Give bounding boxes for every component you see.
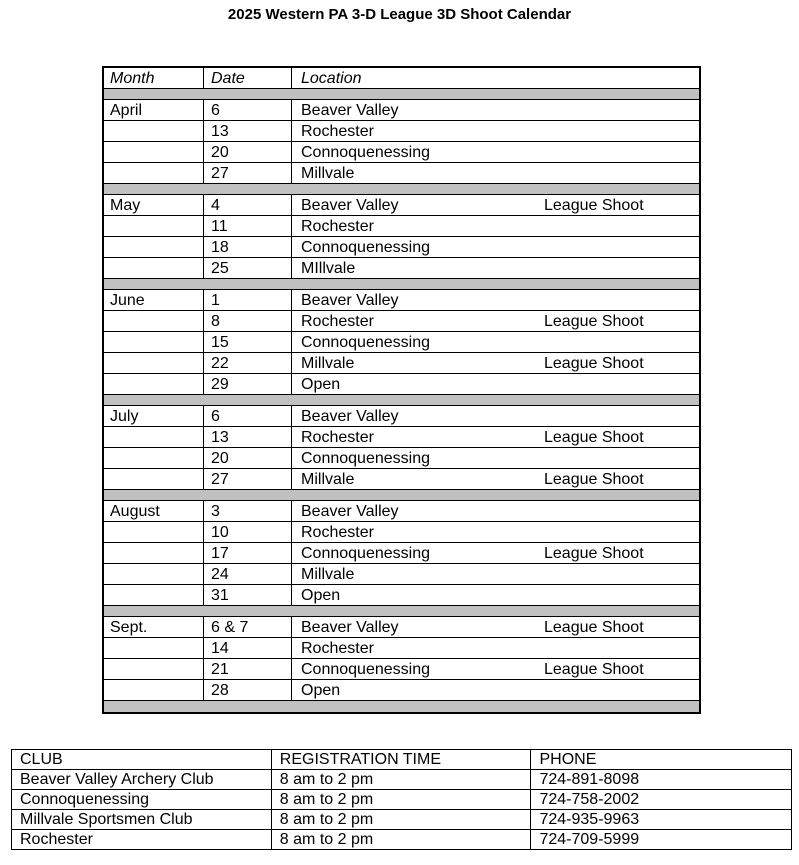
location-cell: Beaver Valley: [301, 292, 399, 309]
league-shoot-note: League Shoot: [544, 619, 644, 636]
calendar-row: [104, 142, 699, 163]
club-name-cell: Beaver Valley Archery Club: [12, 770, 272, 790]
month-separator: [104, 184, 699, 195]
club-row: [12, 830, 792, 850]
month-cell: [104, 585, 204, 605]
club-row: [12, 770, 792, 790]
header-date: Date: [204, 68, 292, 88]
month-cell: July: [104, 406, 204, 426]
date-cell: 6 & 7: [204, 617, 292, 637]
month-cell: [104, 216, 204, 236]
month-separator: [104, 89, 699, 100]
phone-cell: 724-935-9963: [531, 810, 792, 830]
league-shoot-note: League Shoot: [544, 429, 644, 446]
header-registration-time: REGISTRATION TIME: [271, 750, 531, 770]
date-cell: 11: [204, 216, 292, 236]
calendar-row: [104, 195, 699, 216]
month-cell: [104, 659, 204, 679]
date-cell: 13: [204, 121, 292, 141]
location-cell: Rochester: [301, 313, 374, 330]
calendar-row: [104, 290, 699, 311]
month-separator: [104, 279, 699, 290]
phone-cell: 724-891-8098: [531, 770, 792, 790]
date-cell: 21: [204, 659, 292, 679]
location-cell: Rochester: [301, 429, 374, 446]
calendar-row: [104, 680, 699, 701]
location-cell: Connoquenessing: [301, 144, 430, 161]
location-cell: Millvale: [301, 165, 355, 182]
location-cell: Rochester: [301, 123, 374, 140]
league-shoot-note: League Shoot: [544, 545, 644, 562]
league-shoot-note: League Shoot: [544, 355, 644, 372]
date-cell: 1: [204, 290, 292, 310]
date-cell: 28: [204, 680, 292, 700]
month-cell: April: [104, 100, 204, 120]
location-cell: Open: [301, 682, 341, 699]
calendar-row: [104, 353, 699, 374]
month-cell: [104, 121, 204, 141]
date-cell: 4: [204, 195, 292, 215]
month-cell: [104, 311, 204, 331]
calendar-row: [104, 617, 699, 638]
month-cell: [104, 374, 204, 394]
calendar-row: [104, 237, 699, 258]
calendar-row: [104, 564, 699, 585]
month-cell: [104, 680, 204, 700]
date-cell: 27: [204, 163, 292, 183]
club-name-cell: Connoquenessing: [12, 790, 272, 810]
date-cell: 31: [204, 585, 292, 605]
calendar-row: [104, 258, 699, 279]
month-cell: [104, 522, 204, 542]
month-cell: [104, 427, 204, 447]
league-shoot-note: League Shoot: [544, 197, 644, 214]
month-cell: June: [104, 290, 204, 310]
location-cell: Connoquenessing: [301, 334, 430, 351]
calendar-row: [104, 311, 699, 332]
calendar-row: [104, 501, 699, 522]
month-cell: [104, 142, 204, 162]
league-shoot-note: League Shoot: [544, 661, 644, 678]
location-cell: Beaver Valley: [301, 619, 399, 636]
month-cell: [104, 163, 204, 183]
shoot-calendar-table: [102, 66, 701, 714]
date-cell: 14: [204, 638, 292, 658]
calendar-row: [104, 332, 699, 353]
league-shoot-note: League Shoot: [544, 471, 644, 488]
location-cell: Rochester: [301, 640, 374, 657]
calendar-row: [104, 374, 699, 395]
location-cell: MIllvale: [301, 260, 356, 277]
month-cell: [104, 237, 204, 257]
month-cell: [104, 332, 204, 352]
location-cell: Beaver Valley: [301, 503, 399, 520]
date-cell: 6: [204, 100, 292, 120]
month-cell: [104, 469, 204, 489]
location-cell: Connoquenessing: [301, 239, 430, 256]
month-cell: [104, 564, 204, 584]
calendar-row: [104, 121, 699, 142]
location-cell: Millvale: [301, 566, 355, 583]
location-cell: Beaver Valley: [301, 197, 399, 214]
month-cell: [104, 353, 204, 373]
location-cell: Connoquenessing: [301, 545, 430, 562]
location-cell: Beaver Valley: [301, 102, 399, 119]
date-cell: 17: [204, 543, 292, 563]
calendar-header-row: [104, 68, 699, 89]
calendar-row: [104, 659, 699, 680]
month-separator: [104, 490, 699, 501]
registration-time-cell: 8 am to 2 pm: [271, 770, 531, 790]
header-club: CLUB: [12, 750, 272, 770]
league-shoot-note: League Shoot: [544, 313, 644, 330]
header-location: Location: [301, 70, 362, 87]
date-cell: 6: [204, 406, 292, 426]
calendar-row: [104, 448, 699, 469]
club-header-row: [12, 750, 792, 770]
club-row: [12, 790, 792, 810]
location-cell: Rochester: [301, 524, 374, 541]
month-cell: [104, 638, 204, 658]
calendar-row: [104, 522, 699, 543]
date-cell: 20: [204, 448, 292, 468]
calendar-row: [104, 585, 699, 606]
date-cell: 8: [204, 311, 292, 331]
date-cell: 15: [204, 332, 292, 352]
location-cell: Millvale: [301, 471, 355, 488]
month-cell: [104, 258, 204, 278]
header-phone: PHONE: [531, 750, 792, 770]
month-cell: [104, 448, 204, 468]
date-cell: 24: [204, 564, 292, 584]
month-cell: [104, 543, 204, 563]
calendar-row: [104, 216, 699, 237]
location-cell: Rochester: [301, 218, 374, 235]
location-cell: Millvale: [301, 355, 355, 372]
date-cell: 13: [204, 427, 292, 447]
month-separator: [104, 701, 699, 712]
calendar-row: [104, 163, 699, 184]
phone-cell: 724-758-2002: [531, 790, 792, 810]
club-registration-table: [11, 749, 792, 850]
month-separator: [104, 395, 699, 406]
month-separator: [104, 606, 699, 617]
location-cell: Beaver Valley: [301, 408, 399, 425]
date-cell: 22: [204, 353, 292, 373]
registration-time-cell: 8 am to 2 pm: [271, 810, 531, 830]
date-cell: 27: [204, 469, 292, 489]
date-cell: 29: [204, 374, 292, 394]
location-cell: Open: [301, 376, 341, 393]
calendar-row: [104, 543, 699, 564]
calendar-row: [104, 100, 699, 121]
location-cell: Connoquenessing: [301, 450, 430, 467]
calendar-row: [104, 469, 699, 490]
club-name-cell: Millvale Sportsmen Club: [12, 810, 272, 830]
header-month: Month: [104, 68, 204, 88]
phone-cell: 724-709-5999: [531, 830, 792, 850]
month-cell: Sept.: [104, 617, 204, 637]
date-cell: 18: [204, 237, 292, 257]
location-cell: Connoquenessing: [301, 661, 430, 678]
date-cell: 25: [204, 258, 292, 278]
club-name-cell: Rochester: [12, 830, 272, 850]
month-cell: August: [104, 501, 204, 521]
date-cell: 20: [204, 142, 292, 162]
location-cell: Open: [301, 587, 341, 604]
registration-time-cell: 8 am to 2 pm: [271, 830, 531, 850]
calendar-row: [104, 406, 699, 427]
date-cell: 10: [204, 522, 292, 542]
page-title: 2025 Western PA 3-D League 3D Shoot Calendar: [227, 6, 572, 23]
date-cell: 3: [204, 501, 292, 521]
club-row: [12, 810, 792, 830]
calendar-row: [104, 427, 699, 448]
registration-time-cell: 8 am to 2 pm: [271, 790, 531, 810]
month-cell: May: [104, 195, 204, 215]
calendar-row: [104, 638, 699, 659]
